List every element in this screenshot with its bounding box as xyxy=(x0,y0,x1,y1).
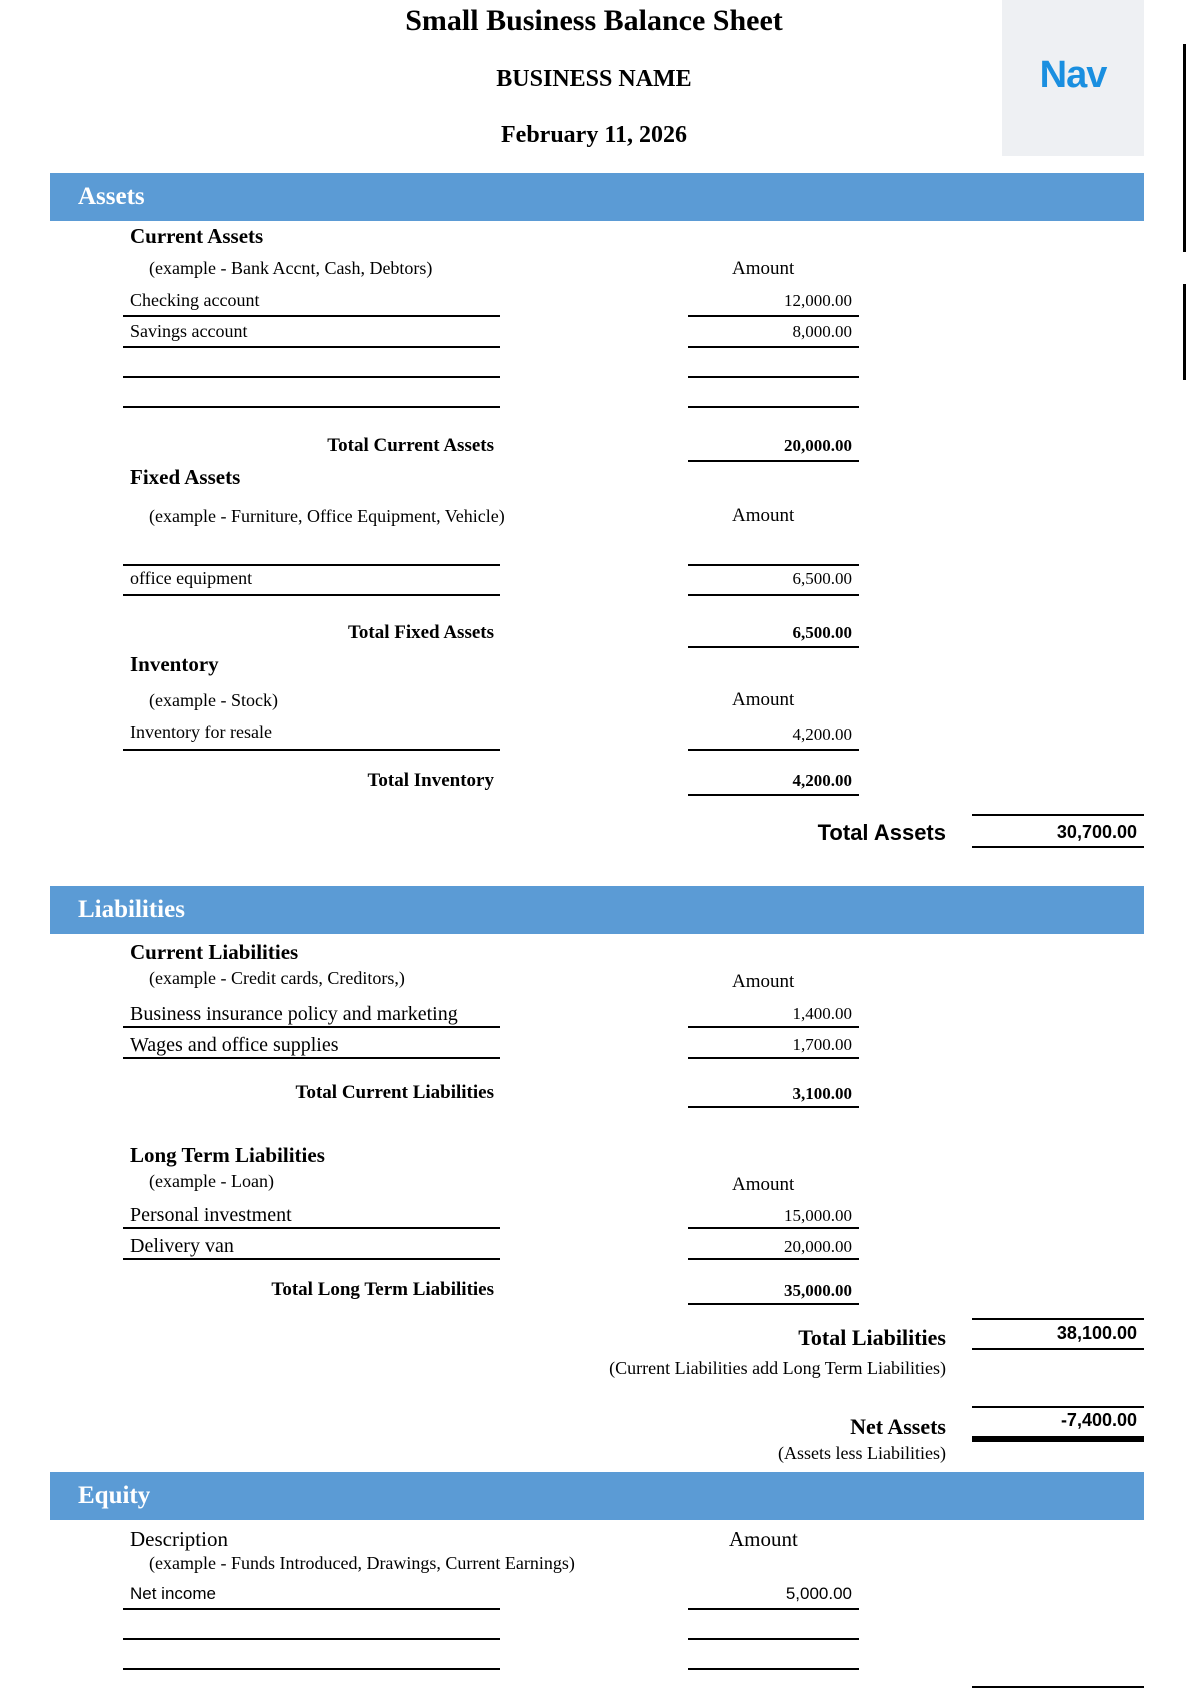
current-assets-heading: Current Assets xyxy=(130,224,264,248)
scroll-indicator-upper xyxy=(1183,44,1186,252)
fixed-assets-heading: Fixed Assets xyxy=(130,465,241,489)
row-underline xyxy=(123,1258,500,1260)
scroll-indicator-lower xyxy=(1183,284,1186,380)
amount-underline xyxy=(688,594,859,596)
empty-row-underline[interactable] xyxy=(123,1638,500,1640)
nav-logo xyxy=(1002,0,1144,156)
total-inventory-value: 4,200.00 xyxy=(792,771,852,790)
total-fixed-assets-value: 6,500.00 xyxy=(792,623,852,642)
empty-row-underline[interactable] xyxy=(123,406,500,408)
total-underline xyxy=(688,794,859,796)
empty-amount-underline[interactable] xyxy=(688,1638,859,1640)
net-assets-label: Net Assets xyxy=(850,1414,946,1439)
row-underline xyxy=(123,1227,500,1229)
total-liabilities-value: 38,100.00 xyxy=(1056,1323,1137,1343)
equity-row-amount[interactable]: 5,000.00 xyxy=(785,1584,852,1603)
total-underline xyxy=(688,460,859,462)
amount-underline xyxy=(688,1057,859,1059)
total-long-term-liabilities-label: Total Long Term Liabilities xyxy=(271,1279,494,1300)
current-asset-row-amount[interactable]: 8,000.00 xyxy=(792,322,852,341)
total-liabilities-note: (Current Liabilities add Long Term Liabilities) xyxy=(609,1358,946,1378)
current-liability-row-label[interactable]: Business insurance policy and marketing xyxy=(130,1003,458,1025)
current-liability-row-amount[interactable]: 1,400.00 xyxy=(792,1004,852,1023)
current-liability-row-amount[interactable]: 1,700.00 xyxy=(792,1035,852,1054)
long-term-liabilities-example: (example - Loan) xyxy=(149,1171,274,1191)
row-underline xyxy=(123,1608,500,1610)
total-liabilities-underline xyxy=(972,1348,1144,1350)
amount-underline xyxy=(688,346,859,348)
total-liabilities-topline xyxy=(972,1318,1144,1320)
fixed-assets-amount-label: Amount xyxy=(732,505,795,526)
current-liabilities-amount-label: Amount xyxy=(732,971,795,992)
amount-underline xyxy=(688,1258,859,1260)
liabilities-section-header: Liabilities xyxy=(50,886,1144,934)
row-underline xyxy=(123,1057,500,1059)
row-underline xyxy=(123,594,500,596)
row-underline xyxy=(123,1026,500,1028)
sheet-date: February 11, 2026 xyxy=(501,122,687,148)
long-term-liabilities-amount-label: Amount xyxy=(732,1174,795,1195)
net-assets-value: -7,400.00 xyxy=(1060,1410,1137,1430)
fixed-assets-example: (example - Furniture, Office Equipment, Vehicle) xyxy=(149,506,505,526)
long-term-liability-row-label[interactable]: Personal investment xyxy=(130,1204,292,1226)
total-inventory-label: Total Inventory xyxy=(367,770,494,791)
empty-row-underline[interactable] xyxy=(123,564,500,566)
current-liabilities-example: (example - Credit cards, Creditors,) xyxy=(149,968,405,988)
equity-total-topline xyxy=(972,1686,1144,1688)
total-assets-value: 30,700.00 xyxy=(1056,822,1137,842)
empty-row-underline[interactable] xyxy=(123,1668,500,1670)
business-name: BUSINESS NAME xyxy=(496,66,692,92)
net-assets-double-underline xyxy=(972,1436,1144,1442)
empty-row-underline[interactable] xyxy=(123,376,500,378)
amount-underline xyxy=(688,1608,859,1610)
current-asset-row-amount[interactable]: 12,000.00 xyxy=(784,291,852,310)
total-assets-topline xyxy=(972,814,1144,816)
total-underline xyxy=(688,646,859,648)
total-current-liabilities-label: Total Current Liabilities xyxy=(295,1082,494,1103)
long-term-liability-row-label[interactable]: Delivery van xyxy=(130,1235,234,1257)
fixed-asset-row-label[interactable]: office equipment xyxy=(130,568,253,588)
current-assets-amount-label: Amount xyxy=(732,258,795,279)
current-assets-example: (example - Bank Accnt, Cash, Debtors) xyxy=(149,258,433,278)
amount-underline xyxy=(688,749,859,751)
row-underline xyxy=(123,346,500,348)
amount-underline xyxy=(688,1026,859,1028)
total-current-liabilities-value: 3,100.00 xyxy=(792,1084,852,1103)
empty-amount-underline[interactable] xyxy=(688,564,859,566)
empty-amount-underline[interactable] xyxy=(688,1668,859,1670)
inventory-row-amount[interactable]: 4,200.00 xyxy=(792,725,852,744)
empty-amount-underline[interactable] xyxy=(688,406,859,408)
total-assets-label: Total Assets xyxy=(817,820,946,845)
inventory-heading: Inventory xyxy=(130,652,219,676)
net-assets-topline xyxy=(972,1406,1144,1408)
long-term-liabilities-heading: Long Term Liabilities xyxy=(130,1143,325,1167)
current-liability-row-label[interactable]: Wages and office supplies xyxy=(130,1034,339,1056)
amount-underline xyxy=(688,315,859,317)
current-liabilities-heading: Current Liabilities xyxy=(130,940,299,964)
page-title: Small Business Balance Sheet xyxy=(405,4,783,37)
current-asset-row-label[interactable]: Savings account xyxy=(130,321,248,341)
equity-example: (example - Funds Introduced, Drawings, Current Earnings) xyxy=(149,1553,575,1573)
total-current-assets-value: 20,000.00 xyxy=(784,436,852,455)
long-term-liability-row-amount[interactable]: 20,000.00 xyxy=(784,1237,852,1256)
total-long-term-liabilities-value: 35,000.00 xyxy=(784,1281,852,1300)
inventory-example: (example - Stock) xyxy=(149,690,278,710)
amount-underline xyxy=(688,1227,859,1229)
inventory-row-label[interactable]: Inventory for resale xyxy=(130,722,272,742)
assets-section-header: Assets xyxy=(50,173,1144,221)
row-underline xyxy=(123,749,500,751)
fixed-asset-row-amount[interactable]: 6,500.00 xyxy=(792,569,852,588)
inventory-amount-label: Amount xyxy=(732,689,795,710)
total-assets-underline xyxy=(972,846,1144,848)
empty-amount-underline[interactable] xyxy=(688,376,859,378)
equity-amount-label: Amount xyxy=(729,1527,798,1551)
nav-logo-text: Nav xyxy=(1039,54,1107,96)
net-assets-note: (Assets less Liabilities) xyxy=(778,1443,946,1463)
row-underline xyxy=(123,315,500,317)
total-current-assets-label: Total Current Assets xyxy=(327,435,494,456)
total-underline xyxy=(688,1303,859,1305)
long-term-liability-row-amount[interactable]: 15,000.00 xyxy=(784,1206,852,1225)
total-fixed-assets-label: Total Fixed Assets xyxy=(347,622,494,643)
total-liabilities-label: Total Liabilities xyxy=(798,1325,946,1350)
equity-section-header: Equity xyxy=(50,1472,1144,1520)
total-underline xyxy=(688,1106,859,1108)
current-asset-row-label[interactable]: Checking account xyxy=(130,290,260,310)
equity-description-label: Description xyxy=(130,1527,228,1551)
equity-row-label[interactable]: Net income xyxy=(130,1584,216,1603)
